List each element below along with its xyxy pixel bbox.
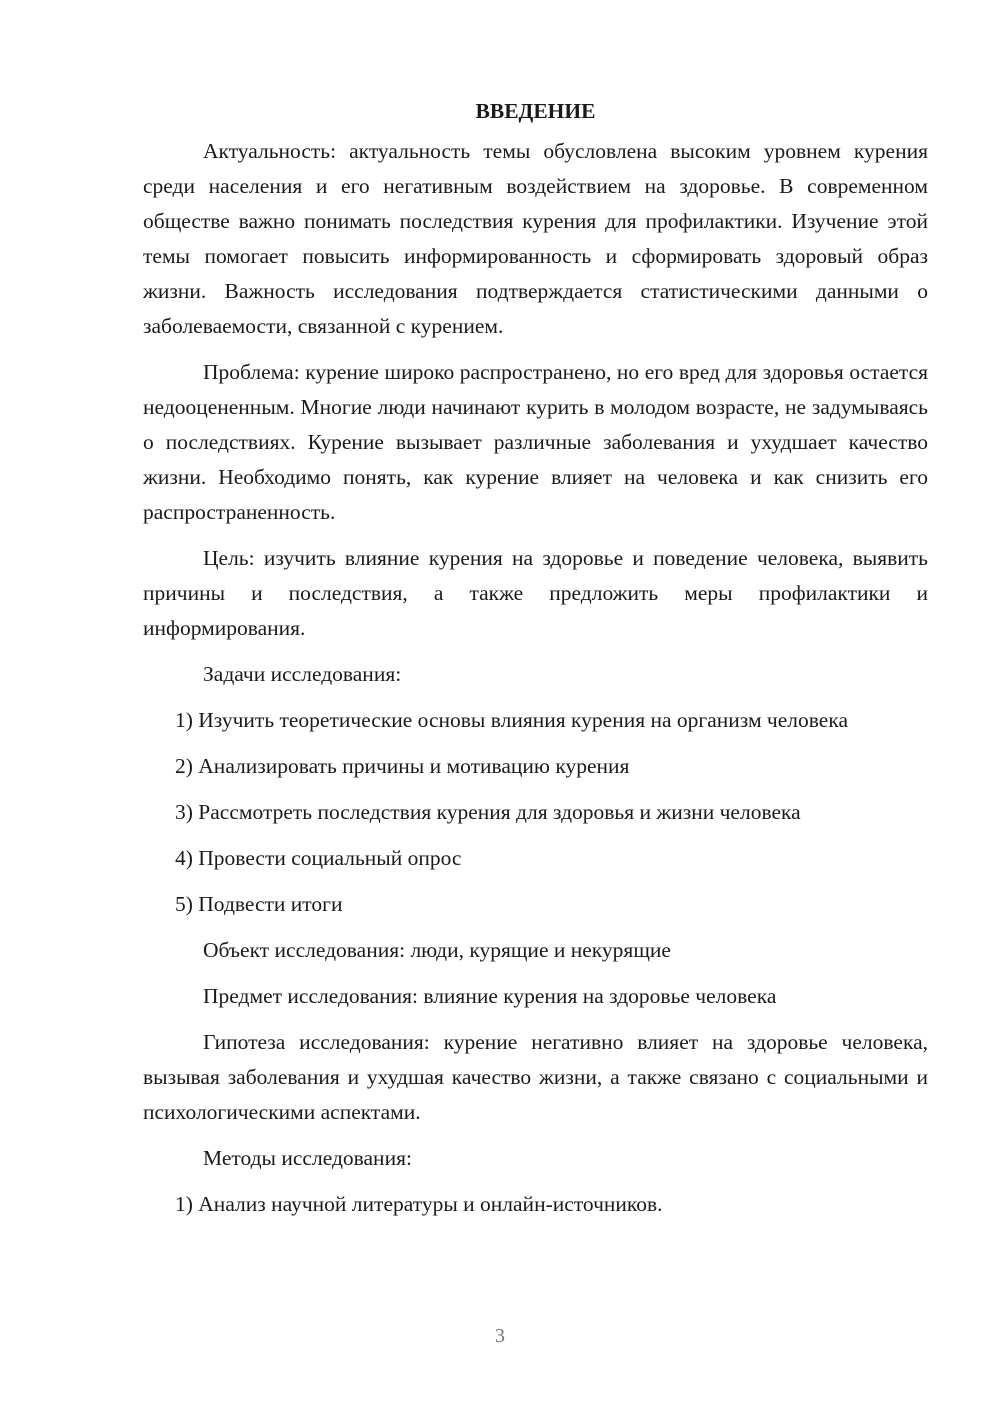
page-number: 3 <box>495 1325 505 1347</box>
task-item: 3) Рассмотреть последствия курения для здоровья и жизни человека <box>175 800 801 824</box>
task-item: 5) Подвести итоги <box>175 892 343 916</box>
task-item: 2) Анализировать причины и мотивацию курения <box>175 754 630 778</box>
tasks-heading: Задачи исследования: <box>203 662 402 686</box>
research-object: Объект исследования: люди, курящие и некурящие <box>203 938 671 962</box>
methods-heading: Методы исследования: <box>203 1146 412 1170</box>
paragraph-relevance: Актуальность: актуальность темы обусловлена высоким уровнем курения среди населения и его негативным воздействием на здоровье. В современном обществе важно понимать последствия курения для профилактики. Изучение этой темы помогает повысить информированность и сформировать здоровый образ жизни. Важность исследования подтверждается статистическими данными о заболеваемости, связанной с курением. <box>143 139 928 338</box>
research-hypothesis: Гипотеза исследования: курение негативно влияет на здоровье человека, вызывая заболевания и ухудшая качество жизни, а также связано с социальными и психологическими аспектами. <box>143 1030 928 1124</box>
paragraph-goal: Цель: изучить влияние курения на здоровье и поведение человека, выявить причины и последствия, а также предложить меры профилактики и информирования. <box>143 546 928 640</box>
research-subject: Предмет исследования: влияние курения на здоровье человека <box>203 984 777 1008</box>
paragraph-problem: Проблема: курение широко распространено, но его вред для здоровья остается недооцененным. Многие люди начинают курить в молодом возрасте, не задумываясь о последствиях. Курение вызывает различные заболевания и ухудшает качество жизни. Необходимо понять, как курение влияет на человека и как снизить его распространенность. <box>143 360 928 524</box>
task-item: 1) Изучить теоретические основы влияния курения на организм человека <box>175 708 848 732</box>
task-item: 4) Провести социальный опрос <box>175 846 462 870</box>
page-content <box>143 95 928 1233</box>
page-title: ВВЕДЕНИЕ <box>475 99 596 123</box>
method-item: 1) Анализ научной литературы и онлайн-источников. <box>175 1192 663 1216</box>
